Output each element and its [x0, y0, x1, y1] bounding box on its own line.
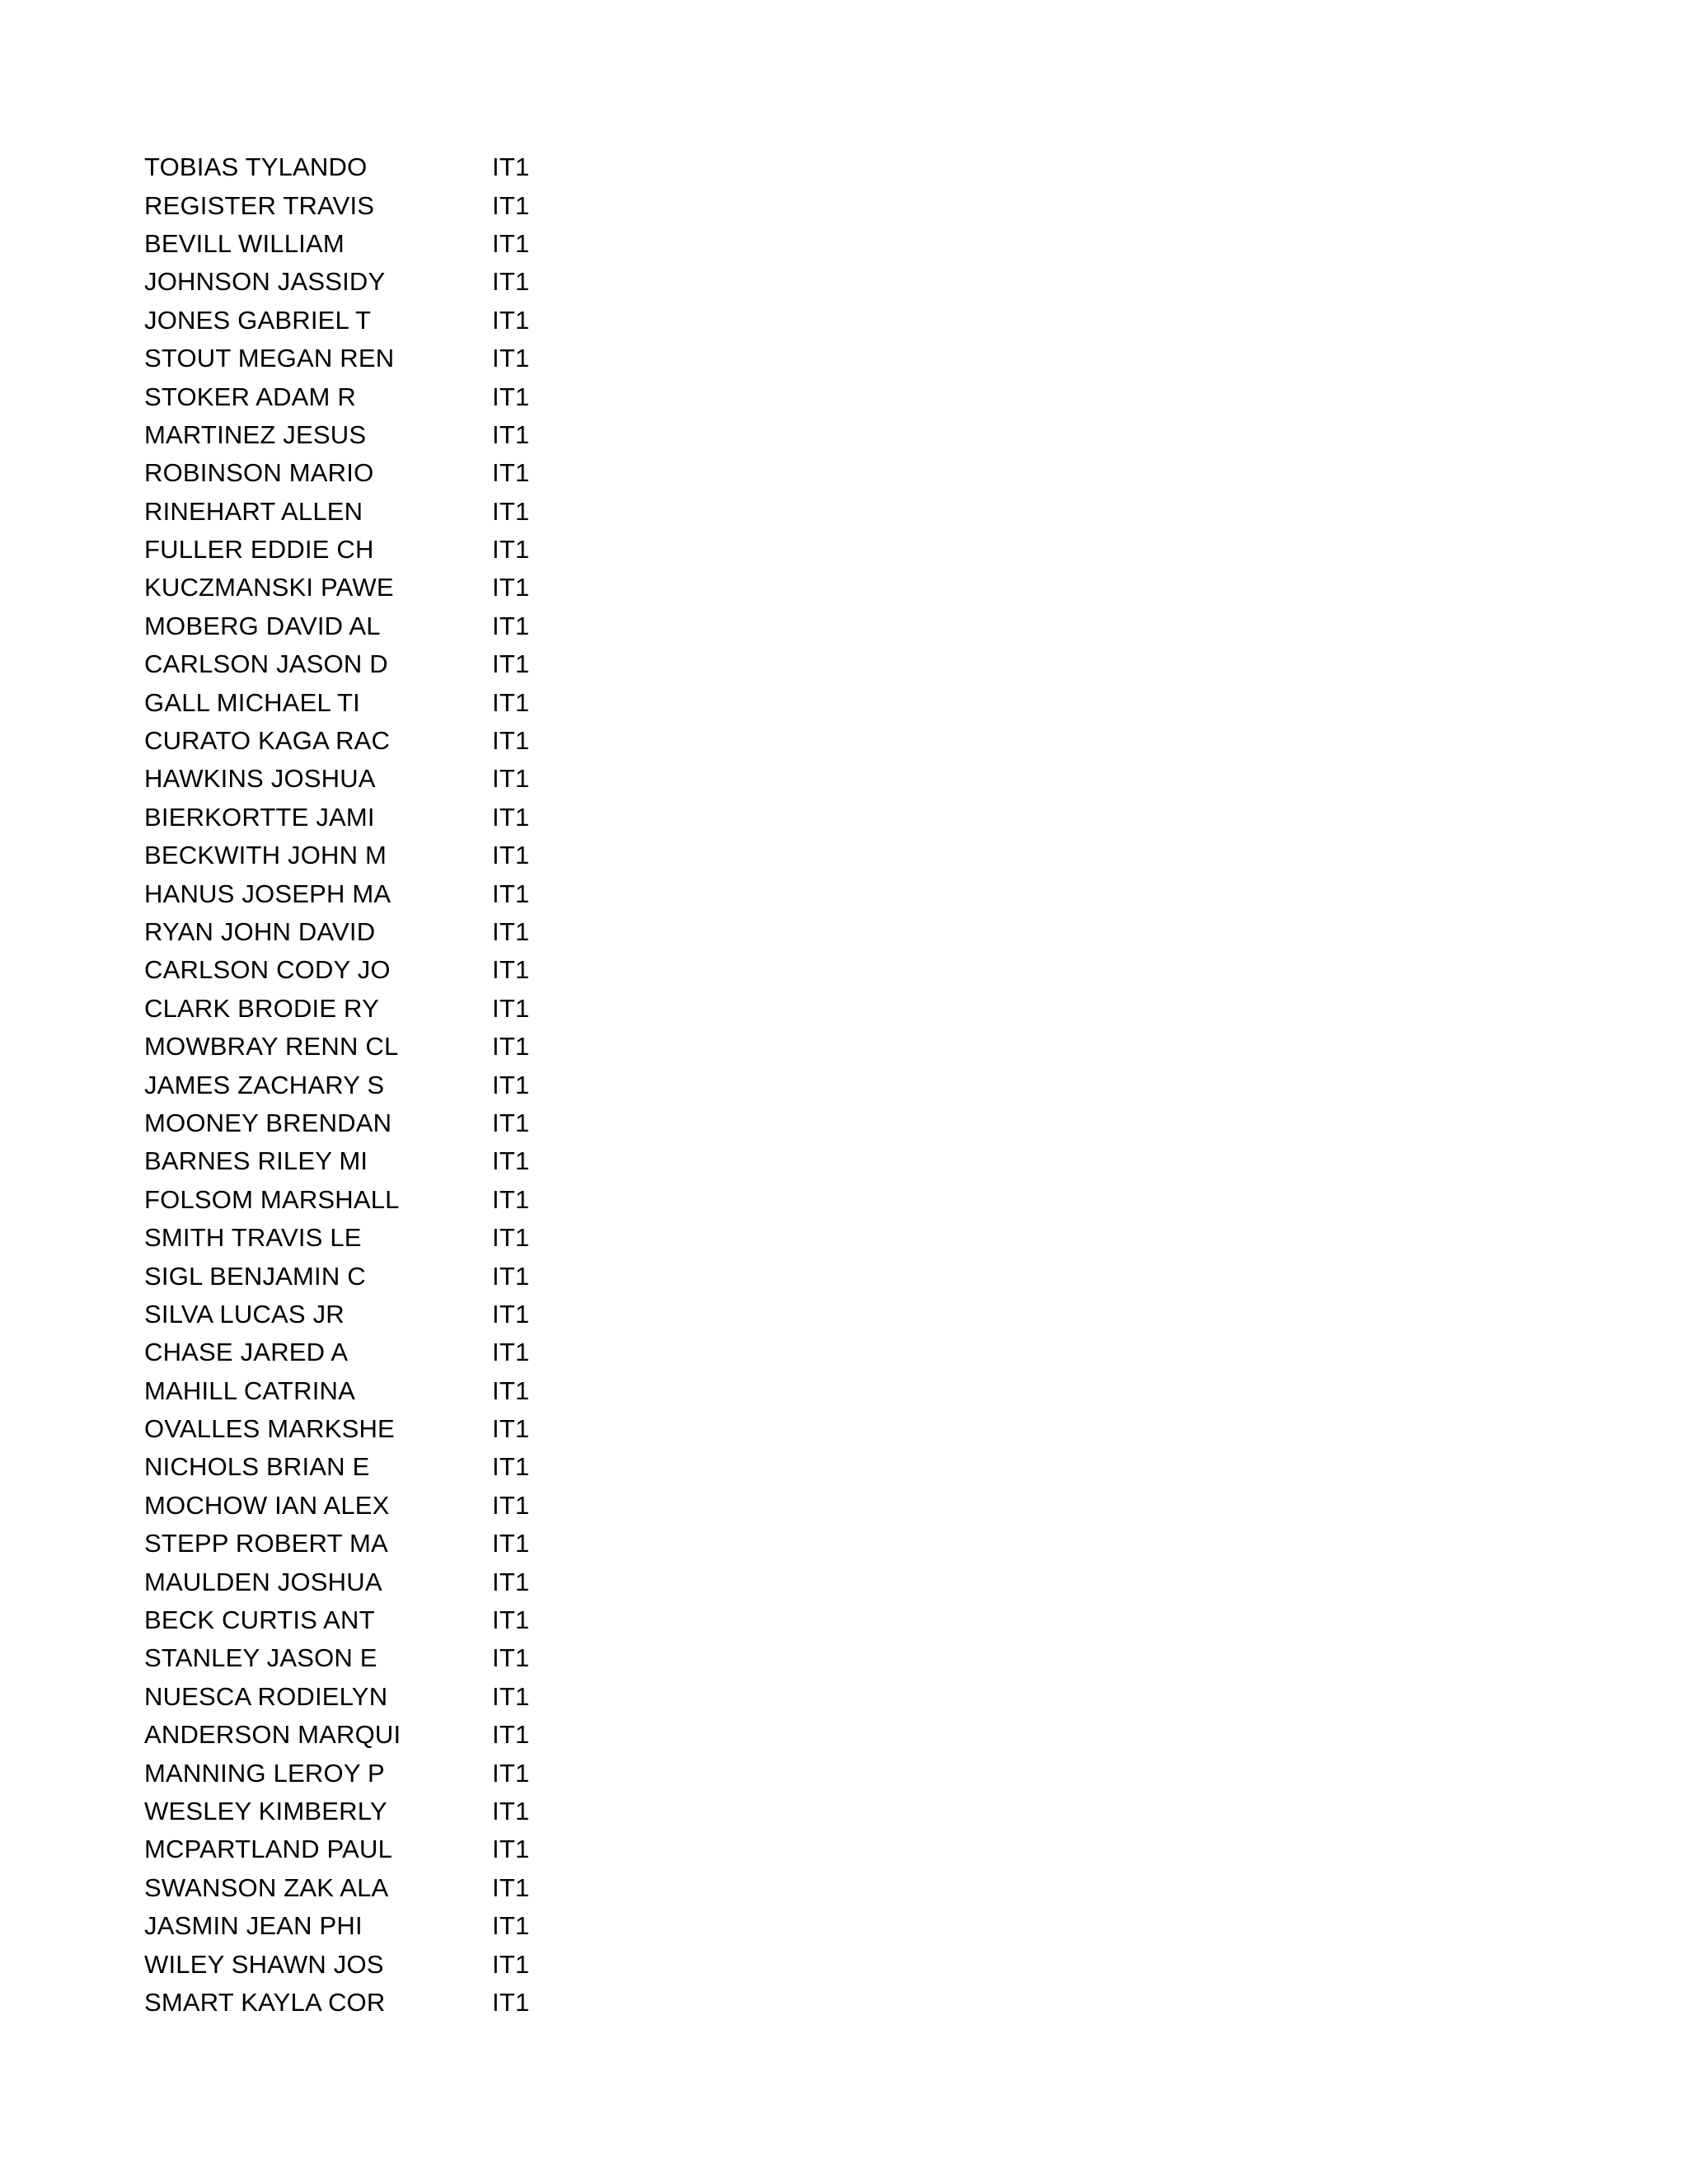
member-rate: IT1	[492, 1376, 530, 1405]
member-name: BIERKORTTE JAMI	[144, 802, 375, 832]
member-rate: IT1	[492, 1146, 530, 1176]
member-rate: IT1	[492, 305, 530, 335]
roster-row	[144, 225, 639, 263]
member-name: FULLER EDDIE CH	[144, 535, 374, 565]
member-name: STOKER ADAM R	[144, 382, 356, 411]
member-name: CARLSON JASON D	[144, 649, 388, 679]
member-rate: IT1	[492, 1872, 530, 1902]
roster-row	[144, 1448, 639, 1486]
roster-row	[144, 913, 639, 951]
member-name: MARTINEZ JESUS	[144, 419, 367, 449]
member-name: CLARK BRODIE RY	[144, 993, 379, 1023]
member-name: NUESCA RODIELYN	[144, 1681, 388, 1711]
member-name: SIGL BENJAMIN C	[144, 1261, 366, 1291]
roster-row	[144, 1142, 639, 1180]
member-name: FOLSOM MARSHALL	[144, 1184, 400, 1214]
member-rate: IT1	[492, 1184, 530, 1214]
member-name: RYAN JOHN DAVID	[144, 917, 376, 946]
roster-row	[144, 1754, 639, 1792]
member-name: NICHOLS BRIAN E	[144, 1452, 370, 1482]
member-rate: IT1	[492, 458, 530, 488]
roster-row	[144, 990, 639, 1028]
member-rate: IT1	[492, 382, 530, 411]
roster-row	[144, 186, 639, 224]
member-rate: IT1	[492, 1835, 530, 1864]
member-rate: IT1	[492, 573, 530, 602]
member-name: TOBIAS TYLANDO	[144, 152, 368, 182]
roster-row	[144, 1487, 639, 1525]
roster-row	[144, 531, 639, 569]
member-name: WESLEY KIMBERLY	[144, 1796, 387, 1825]
roster-row	[144, 377, 639, 415]
member-name: JASMIN JEAN PHI	[144, 1911, 363, 1941]
member-name: MANNING LEROY P	[144, 1758, 385, 1788]
member-rate: IT1	[492, 535, 530, 565]
member-rate: IT1	[492, 687, 530, 717]
member-rate: IT1	[492, 1032, 530, 1062]
member-rate: IT1	[492, 1720, 530, 1750]
member-rate: IT1	[492, 228, 530, 258]
member-name: BARNES RILEY MI	[144, 1146, 368, 1176]
member-name: OVALLES MARKSHE	[144, 1414, 395, 1444]
roster-row	[144, 1830, 639, 1868]
member-name: KUCZMANSKI PAWE	[144, 573, 394, 602]
roster-row	[144, 645, 639, 683]
member-rate: IT1	[492, 1529, 530, 1558]
roster-row	[144, 454, 639, 492]
member-name: JONES GABRIEL T	[144, 305, 372, 335]
member-name: HAWKINS JOSHUA	[144, 764, 376, 794]
roster-row	[144, 263, 639, 301]
roster-row	[144, 1181, 639, 1219]
member-rate: IT1	[492, 917, 530, 946]
member-rate: IT1	[492, 1338, 530, 1367]
member-name: MOONEY BRENDAN	[144, 1108, 392, 1137]
member-rate: IT1	[492, 1490, 530, 1520]
roster-row	[144, 760, 639, 798]
roster-row	[144, 1945, 639, 1983]
roster-row	[144, 799, 639, 837]
roster-row	[144, 683, 639, 721]
roster-row	[144, 1257, 639, 1295]
member-rate: IT1	[492, 955, 530, 985]
member-name: MOBERG DAVID AL	[144, 611, 381, 640]
member-rate: IT1	[492, 1758, 530, 1788]
member-name: MAULDEN JOSHUA	[144, 1567, 382, 1596]
member-name: CARLSON CODY JO	[144, 955, 391, 985]
member-name: SMITH TRAVIS LE	[144, 1223, 362, 1253]
member-rate: IT1	[492, 1567, 530, 1596]
roster-row	[144, 1219, 639, 1257]
roster-row	[144, 1066, 639, 1104]
member-rate: IT1	[492, 496, 530, 526]
member-rate: IT1	[492, 1643, 530, 1673]
roster-row	[144, 416, 639, 454]
member-name: ANDERSON MARQUI	[144, 1720, 401, 1750]
member-rate: IT1	[492, 152, 530, 182]
member-name: BECK CURTIS ANT	[144, 1605, 375, 1635]
member-rate: IT1	[492, 649, 530, 679]
member-name: SWANSON ZAK ALA	[144, 1872, 389, 1902]
member-name: SMART KAYLA COR	[144, 1987, 386, 2017]
member-name: STOUT MEGAN REN	[144, 344, 395, 373]
member-name: REGISTER TRAVIS	[144, 190, 375, 220]
member-rate: IT1	[492, 841, 530, 870]
member-name: MOCHOW IAN ALEX	[144, 1490, 390, 1520]
member-rate: IT1	[492, 1796, 530, 1825]
member-rate: IT1	[492, 419, 530, 449]
member-name: CURATO KAGA RAC	[144, 726, 391, 756]
roster-row	[144, 722, 639, 760]
member-rate: IT1	[492, 1223, 530, 1253]
roster-row	[144, 1296, 639, 1333]
member-name: STEPP ROBERT MA	[144, 1529, 388, 1558]
roster-row	[144, 1984, 639, 2022]
member-rate: IT1	[492, 879, 530, 908]
member-name: WILEY SHAWN JOS	[144, 1949, 384, 1979]
member-rate: IT1	[492, 802, 530, 832]
roster-row	[144, 1028, 639, 1066]
roster-row	[144, 1601, 639, 1639]
roster-row	[144, 1639, 639, 1677]
member-name: JOHNSON JASSIDY	[144, 267, 386, 297]
roster-row	[144, 951, 639, 989]
roster-row	[144, 1716, 639, 1754]
roster-row	[144, 1410, 639, 1448]
roster-row	[144, 1525, 639, 1563]
member-rate: IT1	[492, 1261, 530, 1291]
member-name: BECKWITH JOHN M	[144, 841, 387, 870]
roster-row	[144, 148, 639, 186]
member-name: MAHILL CATRINA	[144, 1376, 356, 1405]
member-name: MOWBRAY RENN CL	[144, 1032, 399, 1062]
member-rate: IT1	[492, 344, 530, 373]
member-name: SILVA LUCAS JR	[144, 1299, 345, 1329]
roster-row	[144, 837, 639, 874]
member-rate: IT1	[492, 611, 530, 640]
member-name: GALL MICHAEL TI	[144, 687, 360, 717]
roster-row	[144, 493, 639, 531]
roster-row	[144, 874, 639, 912]
member-name: MCPARTLAND PAUL	[144, 1835, 393, 1864]
roster-row	[144, 1907, 639, 1945]
roster-row	[144, 607, 639, 645]
member-rate: IT1	[492, 1070, 530, 1099]
member-rate: IT1	[492, 1299, 530, 1329]
roster-row	[144, 1333, 639, 1371]
member-rate: IT1	[492, 1605, 530, 1635]
roster-row	[144, 1372, 639, 1410]
member-rate: IT1	[492, 267, 530, 297]
roster-row	[144, 1793, 639, 1830]
roster-list	[144, 148, 639, 2022]
roster-row	[144, 340, 639, 377]
roster-row	[144, 1104, 639, 1142]
member-name: JAMES ZACHARY S	[144, 1070, 385, 1099]
member-rate: IT1	[492, 1108, 530, 1137]
member-name: HANUS JOSEPH MA	[144, 879, 392, 908]
member-rate: IT1	[492, 190, 530, 220]
member-rate: IT1	[492, 1681, 530, 1711]
member-rate: IT1	[492, 993, 530, 1023]
member-name: ROBINSON MARIO	[144, 458, 374, 488]
member-name: STANLEY JASON E	[144, 1643, 377, 1673]
roster-row	[144, 1678, 639, 1716]
member-rate: IT1	[492, 726, 530, 756]
member-name: BEVILL WILLIAM	[144, 228, 345, 258]
roster-row	[144, 569, 639, 607]
member-rate: IT1	[492, 1911, 530, 1941]
roster-row	[144, 1869, 639, 1907]
member-name: RINEHART ALLEN	[144, 496, 363, 526]
roster-row	[144, 302, 639, 340]
member-rate: IT1	[492, 1414, 530, 1444]
roster-row	[144, 1563, 639, 1601]
member-rate: IT1	[492, 1949, 530, 1979]
member-name: CHASE JARED A	[144, 1338, 349, 1367]
member-rate: IT1	[492, 764, 530, 794]
member-rate: IT1	[492, 1452, 530, 1482]
member-rate: IT1	[492, 1987, 530, 2017]
